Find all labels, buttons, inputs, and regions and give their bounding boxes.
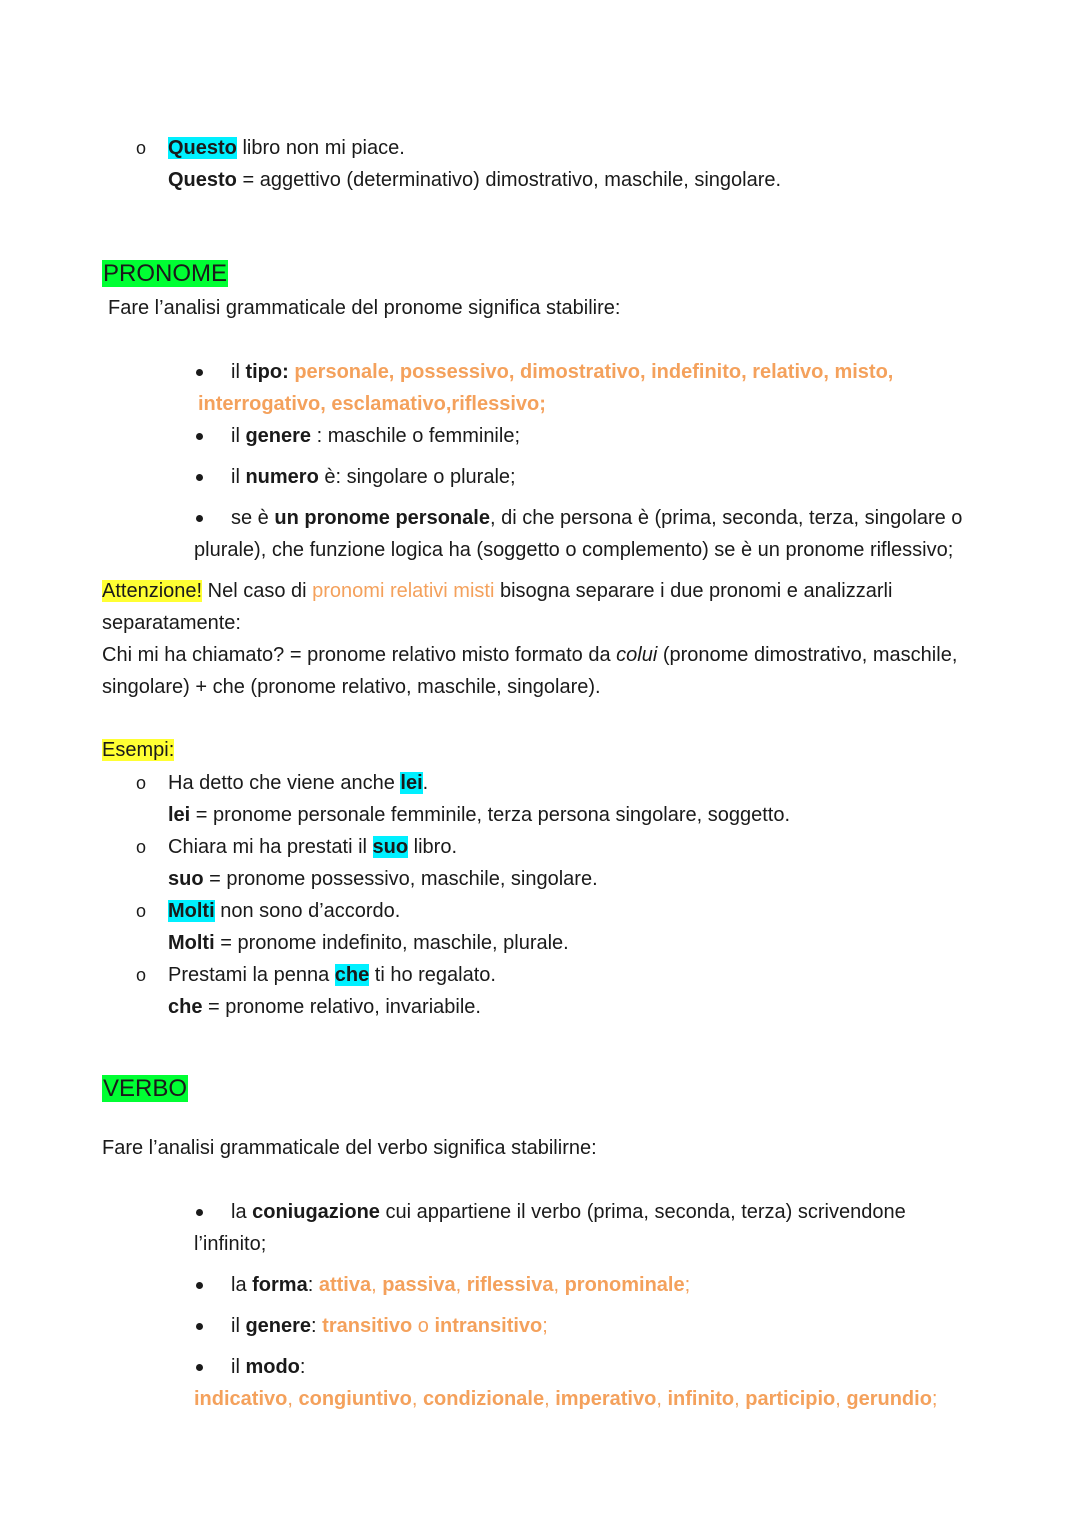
pronome-bullet-tipo-cont: interrogativo, esclamativo,riflessivo; — [198, 393, 546, 415]
example-analysis: lei = pronome personale femminile, terza persona singolare, soggetto. — [168, 804, 791, 826]
bullet-dot — [196, 1282, 203, 1289]
verbo-bullet-forma: la forma: attiva, passiva, riflessiva, pronominale; — [231, 1274, 691, 1296]
list-circle-marker: o — [136, 837, 147, 857]
highlighted-word: suo — [372, 836, 409, 858]
bullet-dot — [196, 369, 203, 376]
highlighted-word: Questo — [168, 137, 237, 159]
verbo-bullet-coniugazione: la coniugazione cui appartiene il verbo (prima, seconda, terza) scrivendone — [231, 1201, 906, 1223]
list-circle-marker: o — [136, 138, 147, 158]
example-sentence: Prestami la penna che ti ho regalato. — [168, 964, 496, 986]
pronome-bullet-personale: se è un pronome personale, di che persona è (prima, seconda, terza, singolare o — [231, 507, 963, 529]
example-analysis: che = pronome relativo, invariabile. — [168, 996, 481, 1018]
example-sentence: Chiara mi ha prestati il suo libro. — [168, 836, 457, 858]
misto-example-cont: singolare) + che (pronome relativo, maschile, singolare). — [102, 676, 601, 698]
example-analysis: Molti = pronome indefinito, maschile, plurale. — [168, 932, 569, 954]
highlighted-word: lei — [400, 772, 423, 794]
attention-label: Attenzione! — [102, 580, 203, 602]
bullet-dot — [196, 1209, 203, 1216]
example-sentence: Questo libro non mi piace. — [168, 137, 405, 159]
bullet-dot — [196, 515, 203, 522]
verbo-intro: Fare l’analisi grammaticale del verbo significa stabilirne: — [102, 1137, 597, 1159]
pronome-intro: Fare l’analisi grammaticale del pronome significa stabilire: — [108, 297, 621, 319]
bullet-dot — [196, 1364, 203, 1371]
verbo-bullet-modo: il modo: — [231, 1356, 306, 1378]
pronome-bullet-genere: il genere : maschile o femminile; — [231, 425, 521, 447]
example-sentence: Ha detto che viene anche lei. — [168, 772, 429, 794]
example-analysis: Questo = aggettivo (determinativo) dimostrativo, maschile, singolare. — [168, 169, 782, 191]
highlighted-word: che — [334, 964, 370, 986]
bullet-dot — [196, 433, 203, 440]
highlighted-word: Molti — [168, 900, 215, 922]
pronome-bullet-numero: il numero è: singolare o plurale; — [231, 466, 516, 488]
bullet-dot — [196, 474, 203, 481]
esempi-label: Esempi: — [102, 739, 175, 761]
attention-note-cont: separatamente: — [102, 612, 241, 634]
example-analysis: suo = pronome possessivo, maschile, singolare. — [168, 868, 598, 890]
verbo-bullet-coniugazione-cont: l’infinito; — [194, 1233, 267, 1255]
attention-note: Attenzione! Nel caso di pronomi relativi misti bisogna separare i due pronomi e analizzarli — [102, 580, 893, 602]
list-circle-marker: o — [136, 965, 147, 985]
bullet-dot — [196, 1323, 203, 1330]
pronome-bullet-tipo: il tipo: personale, possessivo, dimostrativo, indefinito, relativo, misto, — [231, 361, 894, 383]
list-circle-marker: o — [136, 773, 147, 793]
example-sentence: Molti non sono d’accordo. — [168, 900, 401, 922]
section-heading-pronome: PRONOME — [103, 260, 228, 287]
list-circle-marker: o — [136, 901, 147, 921]
verbo-bullet-genere: il genere: transitivo o intransitivo; — [231, 1315, 548, 1337]
section-heading-verbo: VERBO — [103, 1075, 188, 1102]
misto-example: Chi mi ha chiamato? = pronome relativo misto formato da colui (pronome dimostrativo, maschile, — [102, 644, 958, 666]
pronome-bullet-personale-cont: plurale), che funzione logica ha (soggetto o complemento) se è un pronome riflessivo; — [194, 539, 954, 561]
verbo-bullet-modo-values: indicativo, congiuntivo, condizionale, imperativo, infinito, participio, gerundio; — [194, 1388, 938, 1410]
